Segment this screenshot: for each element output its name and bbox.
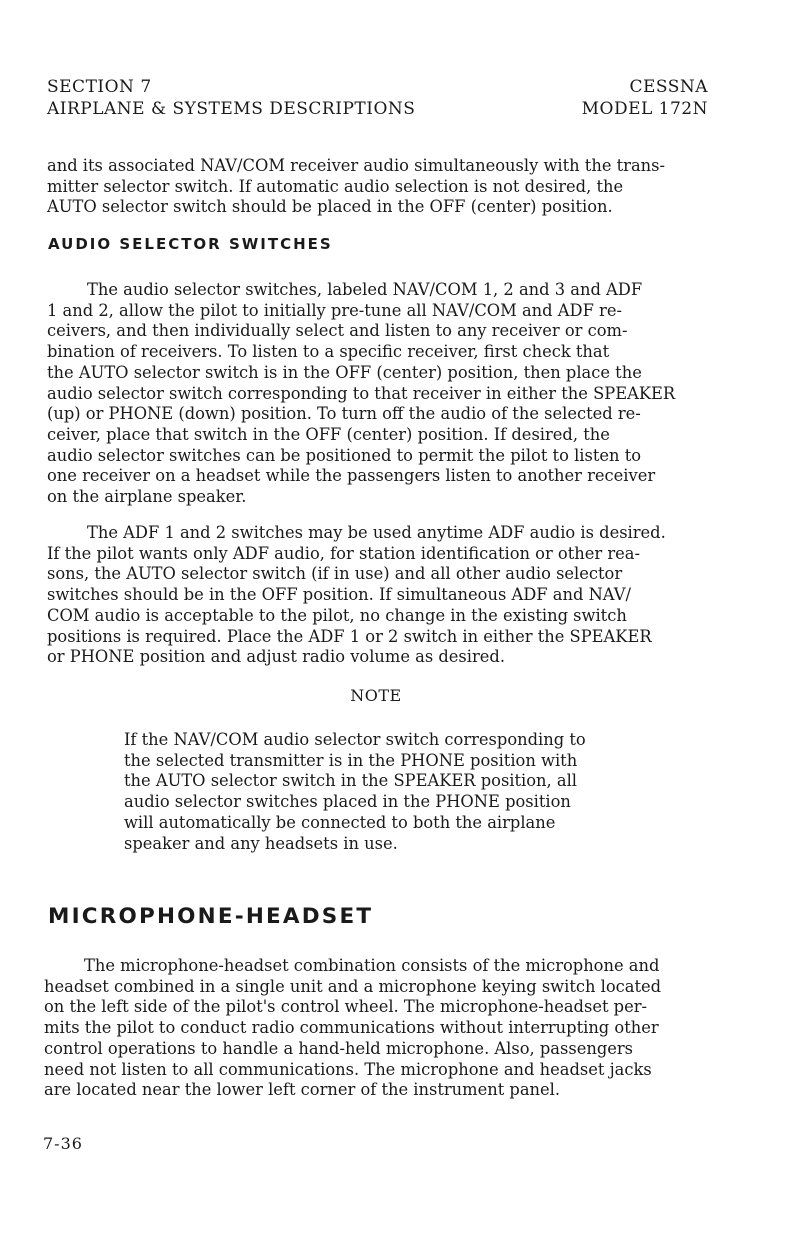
text-line: If the pilot wants only ADF audio, for station identification or other rea-	[47, 543, 640, 563]
text-line: and its associated NAV/COM receiver audio simultaneously with the trans-	[47, 156, 666, 175]
text-line: The audio selector switches, labeled NAV/COM 1, 2 and 3 and ADF	[87, 280, 643, 299]
page-number: 7-36	[43, 1134, 83, 1153]
text-line: audio selector switches placed in the PHONE position	[124, 792, 571, 812]
text-line: ceiver, place that switch in the OFF (center) position. If desired, the	[47, 424, 610, 444]
text-line: COM audio is acceptable to the pilot, no change in the existing switch	[47, 605, 627, 625]
text-line: AUTO selector switch should be placed in the OFF (center) position.	[47, 197, 613, 217]
text-line: mits the pilot to conduct radio communications without interrupting other	[44, 1018, 659, 1038]
text-line: If the NAV/COM audio selector switch corresponding to	[124, 730, 586, 749]
note-body	[124, 730, 586, 854]
text-line: headset combined in a single unit and a microphone keying switch located	[44, 976, 662, 996]
text-line: The microphone-headset combination consists of the microphone and	[84, 956, 660, 975]
text-line: switches should be in the OFF position. If simultaneous ADF and NAV/	[47, 585, 632, 605]
section-header	[47, 76, 415, 120]
text-line: sons, the AUTO selector switch (if in use) and all other audio selector	[47, 564, 623, 584]
text-line: (up) or PHONE (down) position. To turn off the audio of the selected re-	[47, 404, 641, 424]
text-line: the AUTO selector switch in the SPEAKER position, all	[124, 771, 578, 791]
text-line: ceivers, and then individually select and listen to any receiver or com-	[47, 321, 628, 341]
note-title: NOTE	[350, 686, 402, 705]
text-line: audio selector switches can be positioned to permit the pilot to listen to	[47, 445, 642, 465]
model-header	[582, 76, 708, 120]
text-line: are located near the lower left corner of the instrument panel.	[44, 1080, 561, 1100]
audio-paragraph-2	[47, 523, 666, 668]
manufacturer-label: CESSNA	[629, 77, 708, 97]
text-line: 1 and 2, allow the pilot to initially pre-tune all NAV/COM and ADF re-	[47, 300, 622, 320]
intro-paragraph	[47, 156, 665, 218]
text-line: will automatically be connected to both the airplane	[124, 812, 556, 832]
text-line: or PHONE position and adjust radio volume as desired.	[47, 647, 506, 667]
text-line: on the left side of the pilot's control wheel. The microphone-headset per-	[44, 997, 648, 1017]
text-line: audio selector switch corresponding to that receiver in either the SPEAKER	[47, 383, 676, 403]
text-line: The ADF 1 and 2 switches may be used anytime ADF audio is desired.	[87, 523, 666, 542]
model-label: MODEL 172N	[581, 99, 708, 119]
section-title: AIRPLANE & SYSTEMS DESCRIPTIONS	[47, 99, 416, 119]
text-line: need not listen to all communications. The microphone and headset jacks	[44, 1059, 652, 1079]
section-label: SECTION 7	[47, 77, 152, 97]
text-line: positions is required. Place the ADF 1 or 2 switch in either the SPEAKER	[47, 626, 652, 646]
audio-selector-heading: AUDIO SELECTOR SWITCHES	[48, 235, 333, 253]
text-line: speaker and any headsets in use.	[124, 833, 398, 853]
text-line: on the airplane speaker.	[47, 487, 247, 507]
text-line: one receiver on a headset while the passengers listen to another receiver	[47, 466, 656, 486]
microphone-paragraph	[44, 956, 661, 1101]
text-line: the AUTO selector switch is in the OFF (center) position, then place the	[47, 362, 642, 382]
audio-paragraph-1	[47, 280, 675, 508]
text-line: control operations to handle a hand-held microphone. Also, passengers	[44, 1038, 634, 1058]
text-line: mitter selector switch. If automatic audio selection is not desired, the	[47, 176, 624, 196]
text-line: bination of receivers. To listen to a specific receiver, first check that	[47, 342, 610, 362]
text-line: the selected transmitter is in the PHONE position with	[124, 750, 578, 770]
microphone-headset-heading: MICROPHONE-HEADSET	[48, 904, 374, 929]
